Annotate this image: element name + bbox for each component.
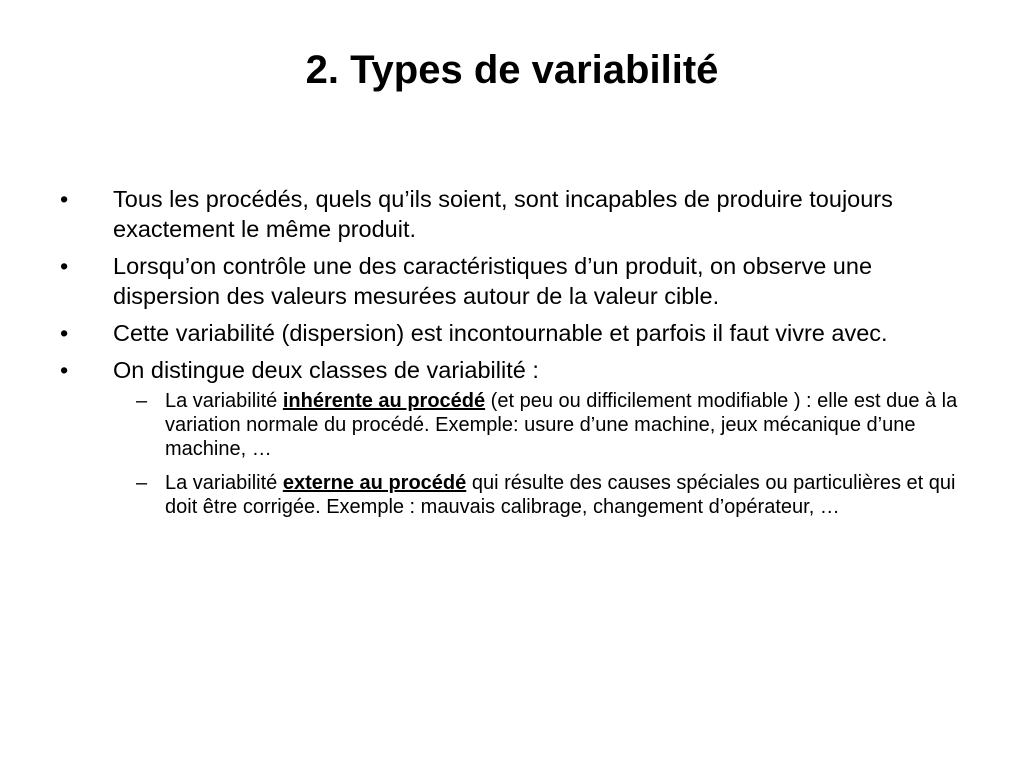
bullet-marker: • [60, 186, 69, 212]
bullet-text: Tous les procédés, quels qu’ils soient, sont incapables de produire toujours exactement le même produit. [113, 186, 893, 242]
sub-bullet-marker: – [136, 390, 148, 412]
bullet-text: Cette variabilité (dispersion) est incontournable et parfois il faut vivre avec. [113, 320, 888, 346]
bullet-text: Lorsqu’on contrôle une des caractéristiques d’un produit, on observe une dispersion des valeurs mesurées autour de la valeur cible. [113, 253, 873, 309]
bullet-item [60, 355, 970, 385]
sub-bullet-item [113, 471, 970, 519]
bullet-marker: • [60, 357, 69, 383]
bullet-item [60, 318, 970, 348]
sub-bullet-prefix: La variabilité [165, 390, 283, 412]
sub-bullet-emphasis: externe au procédé [282, 472, 467, 494]
sub-bullet-list [60, 389, 970, 519]
bullet-item [60, 184, 970, 244]
slide-body [60, 184, 970, 529]
bullet-text: On distingue deux classes de variabilité : [113, 357, 539, 383]
bullet-marker: • [60, 253, 69, 279]
slide-title: 2. Types de variabilité [305, 48, 719, 92]
sub-bullet-marker: – [136, 472, 148, 494]
bullet-marker: • [60, 320, 69, 346]
sub-bullet-suffix: qui résulte des causes spéciales ou particulières et qui doit être corrigée. Exemple : mauvais calibrage, changement d’opérateur, … [165, 472, 956, 518]
sub-bullet-item [113, 389, 970, 461]
sub-bullet-emphasis: inhérente au procédé [282, 390, 486, 412]
sub-bullet-suffix: (et peu ou difficilement modifiable ) : elle est due à la variation normale du procédé. Exemple: usure d’une machine, jeux mécanique d’une machine, … [165, 390, 958, 460]
bullet-item [60, 251, 970, 311]
sub-bullet-prefix: La variabilité [165, 472, 283, 494]
